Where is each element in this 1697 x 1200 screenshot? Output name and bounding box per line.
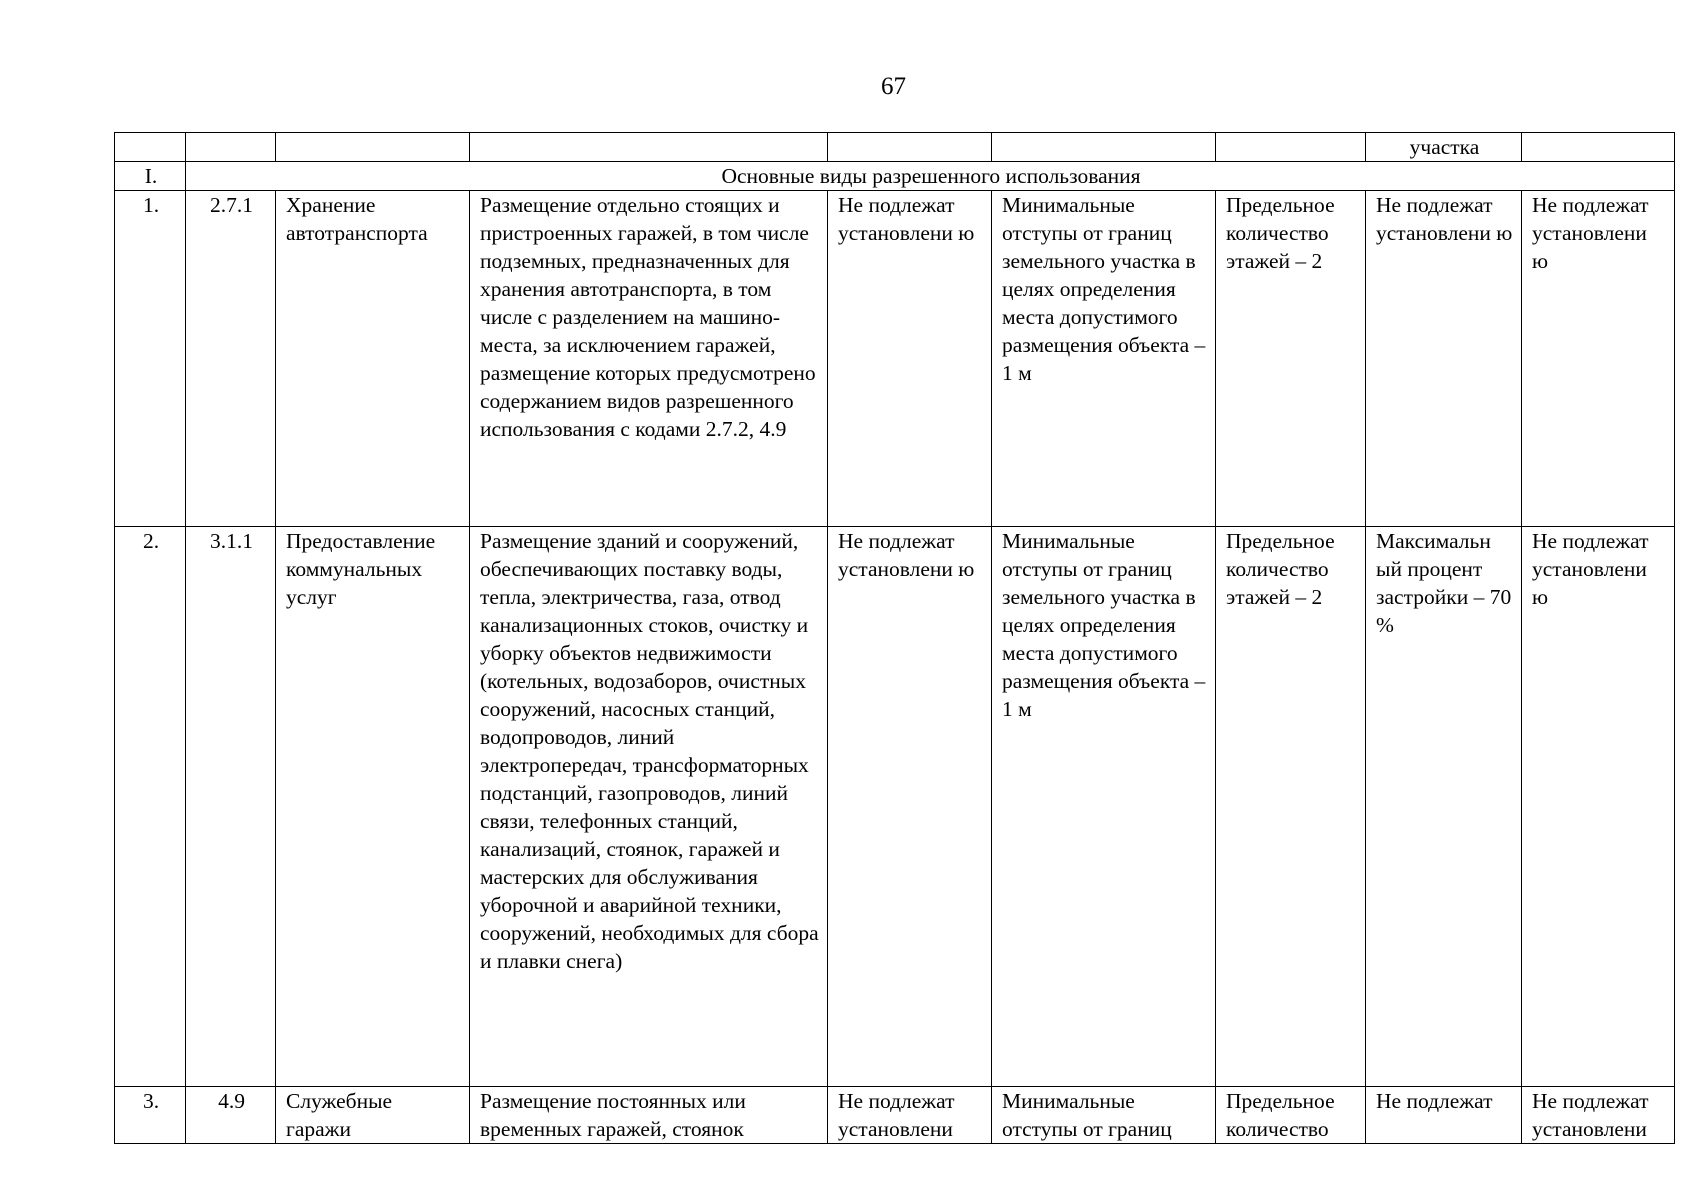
- use-name: Предоставление коммунальных услуг: [276, 527, 470, 1087]
- row-number: 1.: [115, 191, 186, 527]
- use-description: Размещение отдельно стоящих и пристроенных гаражей, в том числе подземных, предназначенных для хранения автотранспорта, в том числе с разделением на машино-места, за исключением гаражей, размещение которых предусмотрено содержанием видов разрешенного использования с кодами 2.7.2, 4.9: [470, 191, 828, 527]
- land-use-table: [114, 132, 1675, 1144]
- table-cell: [186, 133, 276, 162]
- section-row: [115, 162, 1675, 191]
- param-cell: Не подлежат установлени: [1522, 1087, 1675, 1144]
- table-row: [115, 1087, 1675, 1144]
- use-code: 3.1.1: [186, 527, 276, 1087]
- use-code: 2.7.1: [186, 191, 276, 527]
- table-row: [115, 191, 1675, 527]
- param-cell: Минимальные отступы от границ земельного участка в целях определения места допустимого размещения объекта – 1 м: [992, 527, 1216, 1087]
- param-cell: Предельное количество этажей – 2: [1216, 527, 1366, 1087]
- param-cell: Минимальные отступы от границ: [992, 1087, 1216, 1144]
- param-cell: Не подлежат установлени: [828, 1087, 992, 1144]
- row-number: 2.: [115, 527, 186, 1087]
- param-cell: Предельное количество: [1216, 1087, 1366, 1144]
- use-name: Служебные гаражи: [276, 1087, 470, 1144]
- param-cell: Минимальные отступы от границ земельного участка в целях определения места допустимого размещения объекта – 1 м: [992, 191, 1216, 527]
- param-cell: Не подлежат установлени ю: [1522, 527, 1675, 1087]
- row-number: 3.: [115, 1087, 186, 1144]
- table-cell: [1216, 133, 1366, 162]
- table-cell: [276, 133, 470, 162]
- carry-over-row: [115, 133, 1675, 162]
- table-row: [115, 527, 1675, 1087]
- table-cell: [992, 133, 1216, 162]
- param-cell: Не подлежат: [1366, 1087, 1522, 1144]
- table-cell: участка: [1366, 133, 1522, 162]
- section-title: Основные виды разрешенного использования: [186, 162, 1675, 191]
- table-cell: [1522, 133, 1675, 162]
- use-description: Размещение зданий и сооружений, обеспечивающих поставку воды, тепла, электричества, газа, отвод канализационных стоков, очистку и уборку объектов недвижимости (котельных, водозаборов, очистных сооружений, насосных станций, водопроводов, линий электропередач, трансформаторных подстанций, газопроводов, линий связи, телефонных станций, канализаций, стоянок, гаражей и мастерских для обслуживания уборочной и аварийной техники, сооружений, необходимых для сбора и плавки снега): [470, 527, 828, 1087]
- use-name: Хранение автотранспорта: [276, 191, 470, 527]
- param-cell: Максимальн ый процент застройки – 70 %: [1366, 527, 1522, 1087]
- param-cell: Не подлежат установлени ю: [828, 191, 992, 527]
- table-cell: [470, 133, 828, 162]
- table-cell: [828, 133, 992, 162]
- page-number: 67: [881, 73, 906, 100]
- use-description: Размещение постоянных или временных гаражей, стоянок: [470, 1087, 828, 1144]
- use-code: 4.9: [186, 1087, 276, 1144]
- param-cell: Не подлежат установлени ю: [828, 527, 992, 1087]
- param-cell: Не подлежат установлени ю: [1522, 191, 1675, 527]
- param-cell: Не подлежат установлени ю: [1366, 191, 1522, 527]
- param-cell: Предельное количество этажей – 2: [1216, 191, 1366, 527]
- table-cell: [115, 133, 186, 162]
- section-number: I.: [115, 162, 186, 191]
